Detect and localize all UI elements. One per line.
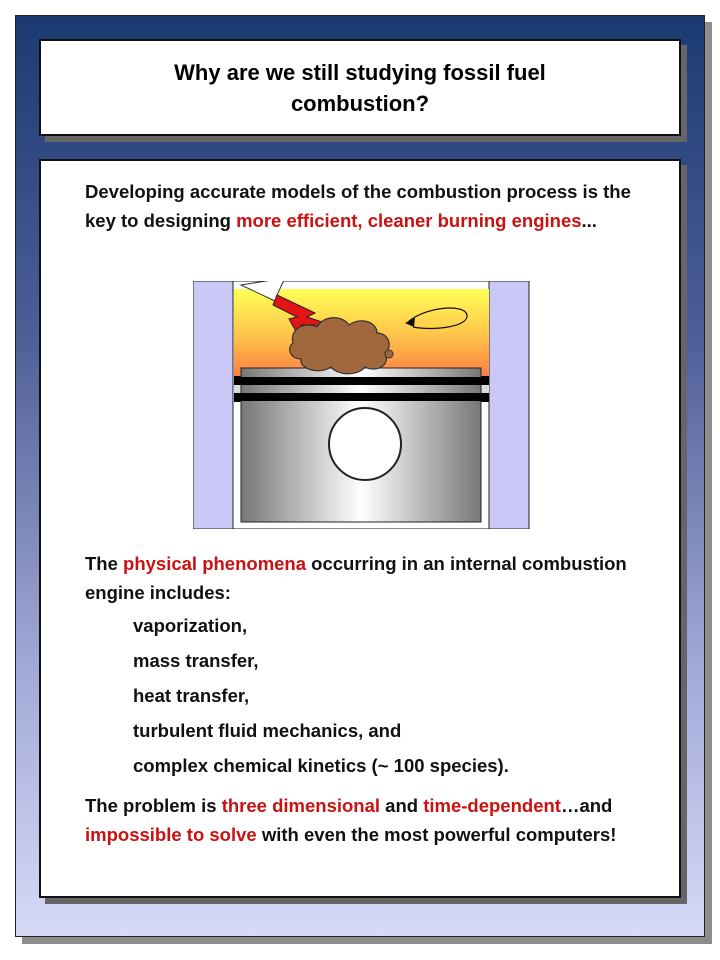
cylinder-wall-left (193, 281, 233, 529)
droplet-icon (385, 350, 393, 358)
list-item: turbulent fluid mechanics, and (133, 720, 402, 741)
problem-paragraph (85, 791, 665, 849)
problem-text-3: …and (560, 795, 613, 816)
title-panel (39, 39, 681, 136)
problem-text-2: and (380, 795, 424, 816)
engine-cylinder-diagram (193, 281, 531, 529)
piston-ring-bottom-front (234, 393, 489, 401)
intro-text-1: Developing accurate models of the combustion process is the key to designing (85, 181, 631, 231)
list-item: vaporization, (133, 615, 248, 636)
cylinder-wall-right (489, 281, 529, 529)
problem-highlight-3: impossible to solve (85, 824, 257, 845)
problem-text-4: with even the most powerful computers! (256, 824, 617, 845)
problem-text-1: The problem is (85, 795, 222, 816)
list-item: complex chemical kinetics (~ 100 species). (133, 755, 509, 776)
piston-ring-top-front (234, 377, 489, 385)
content-panel (39, 159, 681, 898)
title-line-2: combustion? (290, 91, 430, 116)
title-line-1: Why are we still studying fossil fuel (174, 60, 546, 85)
list-item: heat transfer, (133, 685, 250, 706)
phenomena-text-2: occurring in an internal combustion engine includes: (85, 553, 627, 603)
wrist-pin-circle (329, 408, 401, 480)
intro-text-2: ... (581, 210, 597, 231)
problem-highlight-1: three dimensional (221, 795, 381, 816)
phenomena-paragraph (85, 549, 665, 607)
page-title (41, 57, 679, 119)
list-item: mass transfer, (133, 650, 259, 671)
intro-highlight: more efficient, cleaner burning engines (236, 210, 582, 231)
phenomena-text-1: The (85, 553, 124, 574)
phenomena-highlight: physical phenomena (123, 553, 307, 574)
smoke-cloud-icon (290, 318, 389, 374)
problem-highlight-2: time-dependent (423, 795, 561, 816)
intro-paragraph (85, 177, 665, 235)
